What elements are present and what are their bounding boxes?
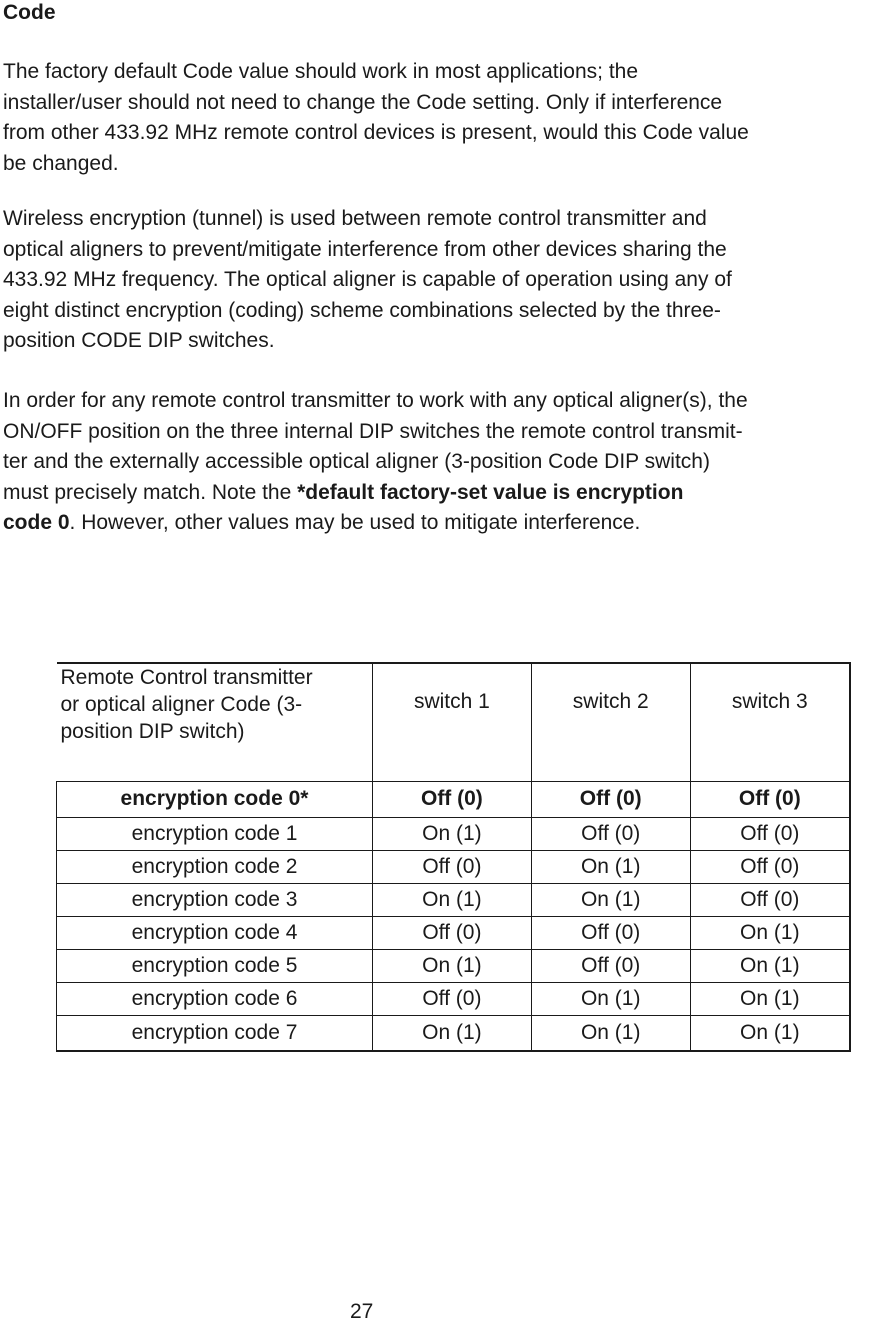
cell-switch-1: On (1): [373, 883, 532, 916]
cell-switch-3: Off (0): [690, 883, 850, 916]
cell-switch-1: Off (0): [373, 850, 532, 883]
cell-switch-1: Off (0): [373, 916, 532, 949]
default-code-note: code 0: [3, 511, 70, 534]
cell-switch-1: Off (0): [373, 982, 532, 1015]
table-row: [57, 949, 851, 982]
cell-switch-1: On (1): [373, 1015, 532, 1051]
header-line: Remote Control transmitter: [60, 666, 313, 689]
table-row: [57, 982, 851, 1015]
cell-switch-3: On (1): [690, 982, 850, 1015]
table-row: [57, 916, 851, 949]
table-header-row: [57, 663, 851, 781]
cell-switch-3: On (1): [690, 916, 850, 949]
cell-switch-1: On (1): [373, 817, 532, 850]
cell-switch-2: Off (0): [531, 916, 690, 949]
cell-switch-3: On (1): [690, 949, 850, 982]
paragraph-factory-default: The factory default Code value should work in most applications; the installer/user should not need to change the Code setting. Only if interference from other 433.92 MHz remote control devices is present, would this Code value be changed.: [3, 60, 749, 175]
cell-code: encryption code 3: [57, 883, 373, 916]
cell-switch-2: On (1): [531, 850, 690, 883]
table-row: [57, 781, 851, 817]
cell-switch-2: Off (0): [531, 949, 690, 982]
paragraph-switch-matching: [3, 386, 887, 539]
header-switch-1: switch 1: [373, 663, 532, 781]
paragraph-wireless-encryption: Wireless encryption (tunnel) is used between remote control transmitter and optical aligners to prevent/mitigate interference from other devices sharing the 433.92 MHz frequency. The optical aligner is capable of operation using any of eight distinct encryption (coding) scheme combinations selected by the three- position CODE DIP switches.: [3, 207, 732, 352]
cell-code: encryption code 0*: [57, 781, 373, 817]
cell-code: encryption code 5: [57, 949, 373, 982]
cell-switch-2: Off (0): [531, 781, 690, 817]
cell-switch-3: Off (0): [690, 781, 850, 817]
header-line: or optical aligner Code (3-: [60, 693, 303, 716]
table-row: [57, 883, 851, 916]
cell-switch-3: Off (0): [690, 817, 850, 850]
table-row: [57, 817, 851, 850]
cell-switch-1: On (1): [373, 949, 532, 982]
paragraph-text: In order for any remote control transmitter to work with any optical aligner(s), the ON/OFF position on the three internal DIP switches the remote control transmit- ter and the externally accessible optical aligner (3-position Code DIP switch) must precisely match. Note the: [3, 389, 748, 504]
header-switch-2: switch 2: [531, 663, 690, 781]
cell-switch-2: On (1): [531, 982, 690, 1015]
cell-switch-3: On (1): [690, 1015, 850, 1051]
header-line: position DIP switch): [60, 720, 245, 743]
page-number: 27: [350, 1300, 374, 1323]
cell-switch-2: On (1): [531, 1015, 690, 1051]
cell-code: encryption code 7: [57, 1015, 373, 1051]
header-switch-3: switch 3: [690, 663, 850, 781]
default-value-note: *default factory-set value is encryption: [297, 480, 684, 504]
cell-switch-2: On (1): [531, 883, 690, 916]
cell-switch-3: Off (0): [690, 850, 850, 883]
paragraph-text-end: . However, other values may be used to mitigate interference.: [69, 511, 641, 534]
encryption-code-table: [56, 662, 851, 1052]
table-header: [57, 663, 851, 781]
cell-code: encryption code 1: [57, 817, 373, 850]
table-row: [57, 1015, 851, 1051]
table-row: [57, 850, 851, 883]
cell-switch-2: Off (0): [531, 817, 690, 850]
cell-code: encryption code 6: [57, 982, 373, 1015]
cell-code: encryption code 2: [57, 850, 373, 883]
cell-switch-1: Off (0): [373, 781, 532, 817]
table-body: [57, 781, 851, 1051]
section-heading: Code: [3, 1, 56, 24]
cell-code: encryption code 4: [57, 916, 373, 949]
header-code-column: [57, 663, 373, 781]
